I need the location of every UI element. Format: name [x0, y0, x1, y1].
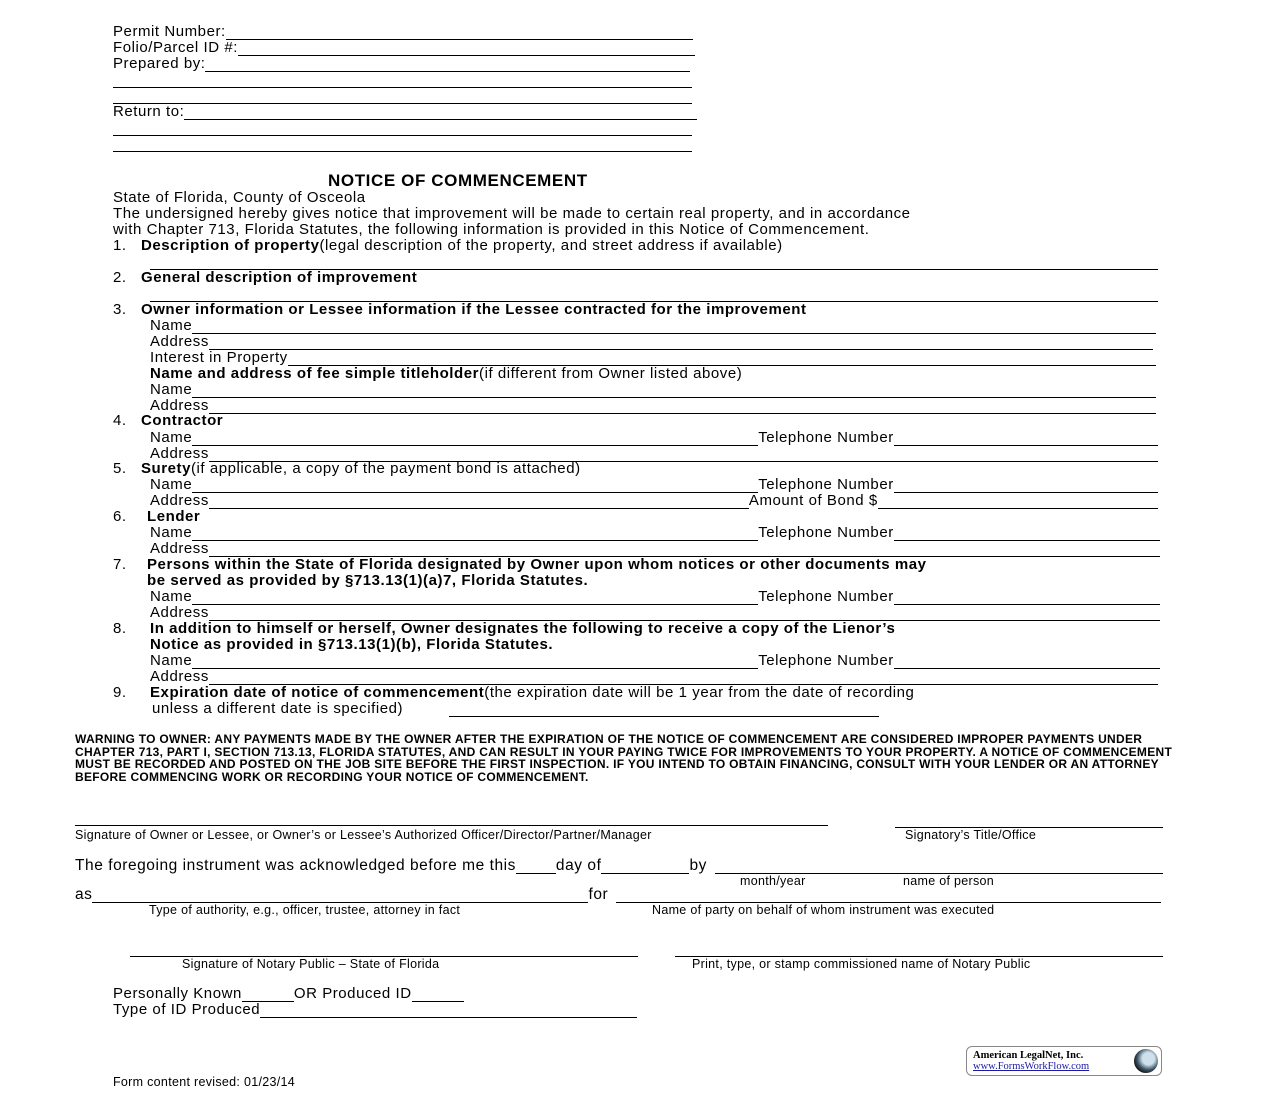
item-7-heading: 7. Persons within the State of Florida designated by Owner upon whom notices or other documents may	[113, 556, 927, 573]
contractor-name-phone[interactable]: Name Telephone Number	[150, 430, 1158, 446]
item-4-heading: 4. Contractor	[113, 412, 224, 429]
prepared-by-line-3[interactable]	[113, 88, 692, 104]
return-to-field[interactable]: Return to:	[113, 104, 697, 120]
type-of-id-field[interactable]: Type of ID Produced	[113, 1002, 637, 1018]
lender-name-phone[interactable]: Name Telephone Number	[150, 525, 1160, 541]
prepared-by-field[interactable]: Prepared by:	[113, 56, 690, 72]
improvement-description-field[interactable]	[150, 286, 1158, 302]
item-1-heading: 1. Description of property (legal description of the property, and street address if available)	[113, 237, 783, 254]
american-legalnet-logo[interactable]: American LegalNet, Inc. www.FormsWorkFlow.com	[966, 1046, 1162, 1076]
return-to-line-3[interactable]	[113, 136, 692, 152]
expiration-date-field[interactable]: unless a different date is specified)	[152, 701, 879, 717]
copy-recipient-name-phone[interactable]: Name Telephone Number	[150, 653, 1160, 669]
interest-in-property-field[interactable]: Interest in Property	[150, 350, 1156, 366]
owner-address-field[interactable]: Address	[150, 334, 1153, 350]
item-2-heading: 2. General description of improvement	[113, 269, 418, 286]
permit-number-field[interactable]: Permit Number:	[113, 24, 693, 40]
notary-print-name-label: Print, type, or stamp commissioned name of Notary Public	[692, 957, 1031, 971]
return-to-line-2[interactable]	[113, 120, 692, 136]
owner-signature-label: Signature of Owner or Lessee, or Owner’s or Lessee’s Authorized Officer/Director/Partner/Manager	[75, 828, 652, 842]
item-8-heading: 8. In addition to himself or herself, Owner designates the following to receive a copy of the Lienor’s	[113, 620, 896, 637]
lender-address-field[interactable]: Address	[150, 541, 1160, 557]
warning-to-owner: WARNING TO OWNER: ANY PAYMENTS MADE BY THE OWNER AFTER THE EXPIRATION OF THE NOTICE OF COMMENCEMENT ARE CONSIDERED IMPROPER PAYMENTS UNDER CHAPTER 713, PART I, SECTION 713.13, FLORIDA STATUTES, AND CAN RESULT IN YOUR PAYING TWICE FOR IMPROVEMENTS TO YOUR PROPERTY. A NOTICE OF COMMENCEMENT MUST BE RECORDED AND POSTED ON THE JOB SITE BEFORE THE FIRST INSPECTION. IF YOU INTEND TO OBTAIN FINANCING, CONSULT WITH YOUR LENDER OR AN ATTORNEY BEFORE COMMENCING WORK OR RECORDING YOUR NOTICE OF COMMENCEMENT.	[75, 732, 1173, 784]
titleholder-address-field[interactable]: Address	[150, 398, 1156, 414]
party-name-label: Name of party on behalf of whom instrument was executed	[652, 903, 995, 917]
acknowledgement-line[interactable]: The foregoing instrument was acknowledged before me this day of by	[75, 858, 1163, 874]
type-of-authority-label: Type of authority, e.g., officer, trustee, attorney in fact	[149, 903, 461, 917]
signatory-title-label: Signatory’s Title/Office	[905, 828, 1037, 842]
contractor-address-field[interactable]: Address	[150, 446, 1158, 462]
item-5-heading: 5. Surety (if applicable, a copy of the payment bond is attached)	[113, 460, 581, 477]
copy-recipient-address-field[interactable]: Address	[150, 669, 1158, 685]
month-year-label: month/year	[740, 874, 806, 888]
item-9-heading: 9. Expiration date of notice of commencement (the expiration date will be 1 year from the date of recording	[113, 684, 915, 701]
notary-signature-label: Signature of Notary Public – State of Florida	[182, 957, 440, 971]
page-title: NOTICE OF COMMENCEMENT	[328, 171, 588, 190]
globe-icon	[1134, 1049, 1158, 1073]
name-of-person-label: name of person	[903, 874, 995, 888]
intro-line-1: The undersigned hereby gives notice that improvement will be made to certain real property, and in accordance	[113, 205, 911, 222]
surety-address-bond[interactable]: Address Amount of Bond $	[150, 493, 1158, 509]
formsworkflow-link[interactable]: www.FormsWorkFlow.com	[973, 1061, 1090, 1072]
item-3-heading: 3. Owner information or Lessee information if the Lessee contracted for the improvement	[113, 301, 807, 318]
designee-name-phone[interactable]: Name Telephone Number	[150, 589, 1160, 605]
surety-name-phone[interactable]: Name Telephone Number	[150, 477, 1158, 493]
item-7-heading-2: be served as provided by §713.13(1)(a)7, Florida Statutes.	[147, 572, 589, 589]
owner-signature-line[interactable]	[75, 825, 828, 826]
owner-name-field[interactable]: Name	[150, 318, 1156, 334]
form-revised-date: Form content revised: 01/23/14	[113, 1075, 296, 1089]
state-county: State of Florida, County of Osceola	[113, 189, 366, 206]
folio-parcel-field[interactable]: Folio/Parcel ID #:	[113, 40, 695, 56]
intro-line-2: with Chapter 713, Florida Statutes, the following information is provided in this Notice of Commencement.	[113, 221, 870, 238]
prepared-by-line-2[interactable]	[113, 72, 692, 88]
personally-known-line[interactable]: Personally Known OR Produced ID	[113, 986, 563, 1002]
item-8-heading-2: Notice as provided in §713.13(1)(b), Florida Statutes.	[150, 636, 554, 653]
designee-address-field[interactable]: Address	[150, 605, 1160, 621]
property-description-field[interactable]	[150, 254, 1158, 270]
titleholder-name-field[interactable]: Name	[150, 382, 1156, 398]
fee-simple-heading: Name and address of fee simple titleholder (if different from Owner listed above)	[150, 365, 743, 382]
authority-party-line[interactable]: as for	[75, 887, 1161, 903]
item-6-heading: 6. Lender	[113, 508, 201, 525]
